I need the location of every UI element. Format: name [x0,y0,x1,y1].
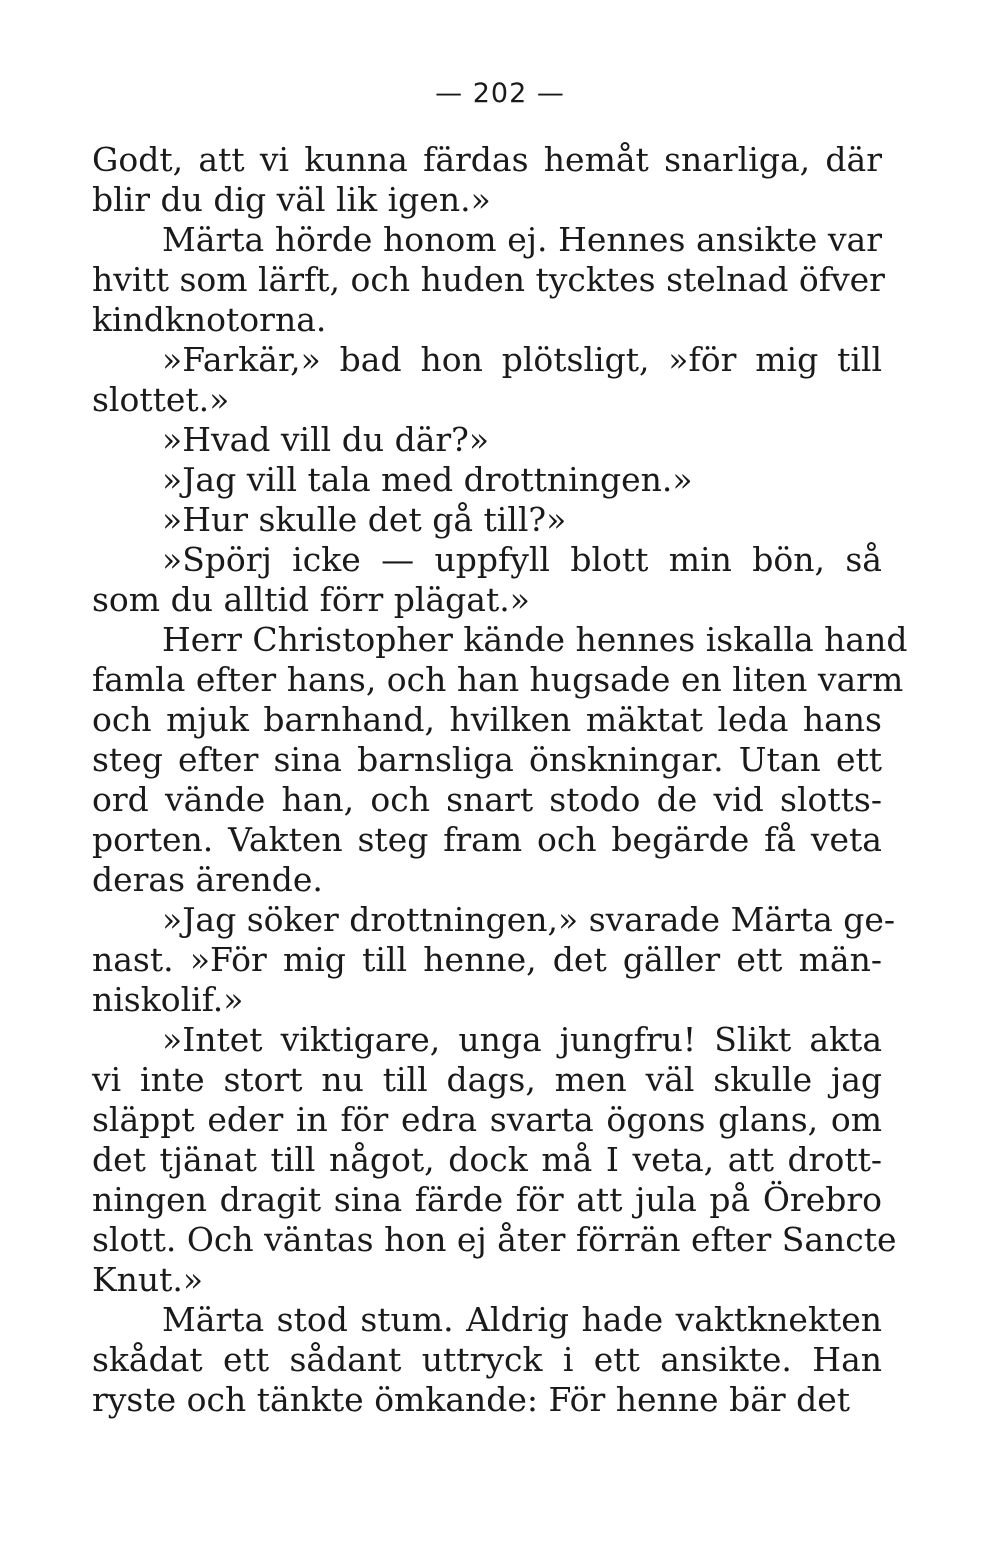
text-line: »Farkär,» bad hon plötsligt, »för mig till [162,340,882,379]
page-number: — 202 — [435,78,565,109]
text-line: ningen dragit sina färde för att jula på Örebro [92,1180,882,1219]
text-line: »Hvad vill du där?» [162,420,490,459]
paragraph [92,900,896,1020]
paragraph [92,220,885,340]
text-line: det tjänat till något, dock må I veta, att drott- [92,1140,882,1179]
text-line: som du alltid förr plägat.» [92,580,530,619]
body-text [92,140,908,1420]
text-line: deras ärende. [92,860,323,899]
text-line: »Hur skulle det gå till?» [162,500,567,539]
paragraph [92,340,882,420]
text-line: ryste och tänkte ömkande: För henne bär det [92,1380,851,1419]
text-line: nast. »För mig till henne, det gäller ett män- [92,940,882,979]
text-line: skådat ett sådant uttryck i ett ansikte. Han [92,1340,882,1379]
text-line: hvitt som lärft, och huden tycktes stelnad öfver [92,260,885,299]
paragraph [92,1020,897,1300]
text-line: niskolif.» [92,980,244,1019]
paragraph [92,140,882,220]
paragraph [92,540,882,620]
text-line: Märta hörde honom ej. Hennes ansikte var [162,220,882,259]
text-line: famla efter hans, och han hugsade en liten varm [92,660,904,699]
text-line: Herr Christopher kände hennes iskalla hand [162,620,908,659]
text-line: Knut.» [92,1260,204,1299]
text-line: blir du dig väl lik igen.» [92,180,491,219]
text-line: Godt, att vi kunna färdas hemåt snarliga, där [92,140,882,179]
text-line: slott. Och väntas hon ej åter förrän efter Sancte [92,1220,897,1259]
paragraph [92,1300,882,1420]
text-line: Märta stod stum. Aldrig hade vaktknekten [162,1300,882,1339]
text-line: »Jag söker drottningen,» svarade Märta ge- [162,900,896,939]
text-line: ord vände han, och snart stodo de vid slotts- [92,780,882,819]
text-line: och mjuk barnhand, hvilken mäktat leda hans [92,700,882,739]
text-line: »Intet viktigare, unga jungfru! Slikt akta [162,1020,882,1059]
text-line: »Jag vill tala med drottningen.» [162,460,693,499]
text-line: slottet.» [92,380,230,419]
paragraph [92,620,908,900]
text-line: släppt eder in för edra svarta ögons glans, om [92,1100,882,1139]
text-line: steg efter sina barnsliga önskningar. Utan ett [92,740,882,779]
text-line: »Spörj icke — uppfyll blott min bön, så [162,540,882,579]
paragraph [92,500,882,540]
text-line: vi inte stort nu till dags, men väl skulle jag [92,1060,882,1099]
paragraph [92,420,882,460]
paragraph [92,460,882,500]
text-line: porten. Vakten steg fram och begärde få veta [92,820,882,859]
text-line: kindknotorna. [92,300,327,339]
